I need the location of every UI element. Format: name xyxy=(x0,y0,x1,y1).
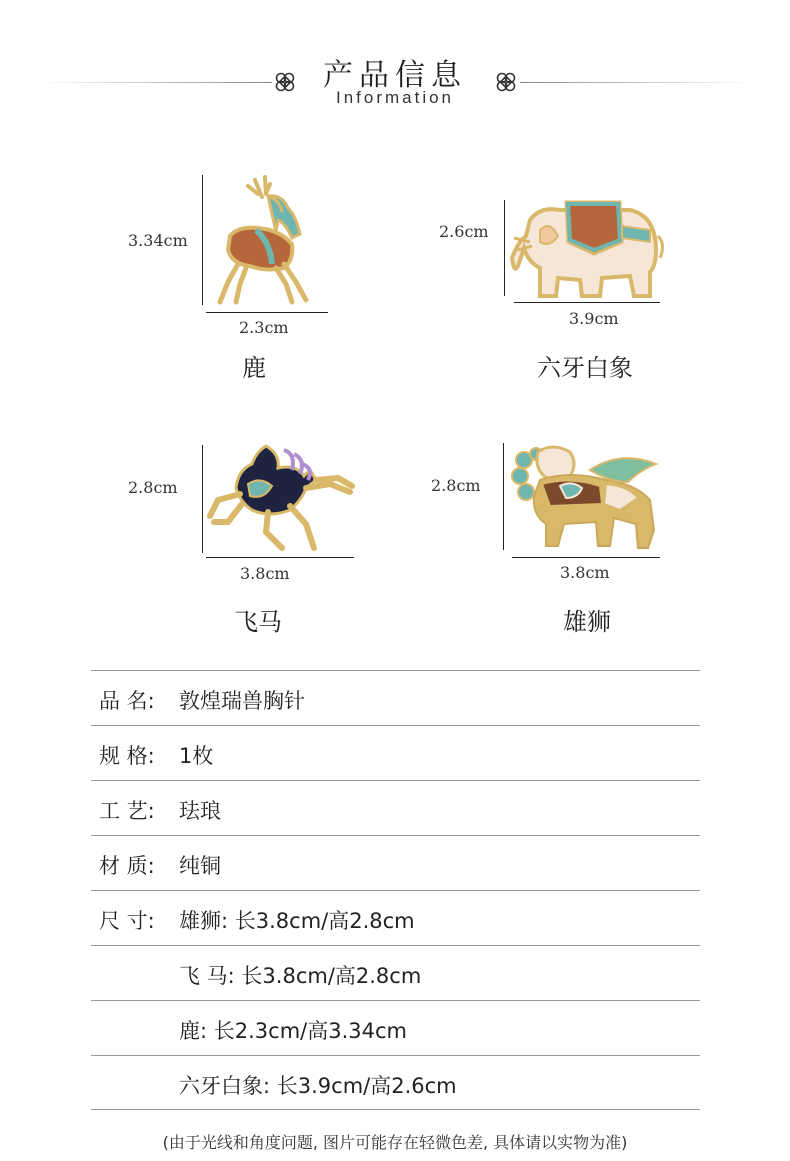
horse-name: 飞马 xyxy=(234,608,282,636)
info-label-material: 材 质: xyxy=(99,854,155,878)
info-value-name: 敦煌瑞兽胸针 xyxy=(179,689,305,713)
deer-width-line xyxy=(206,312,328,313)
elephant-width-line xyxy=(514,302,660,303)
deer-height-label: 3.34cm xyxy=(128,231,188,250)
info-label-name: 品 名: xyxy=(99,689,155,713)
info-label-craft: 工 艺: xyxy=(99,799,155,823)
info-row-size-horse xyxy=(91,945,700,1000)
info-value-size-lion: 雄狮: 长3.8cm/高2.8cm xyxy=(179,909,415,933)
elephant-width-label: 3.9cm xyxy=(569,309,619,328)
deer-width-label: 2.3cm xyxy=(239,318,289,337)
info-value-size-deer: 鹿: 长2.3cm/高3.34cm xyxy=(179,1019,407,1043)
lion-width-label: 3.8cm xyxy=(560,563,610,582)
lion-width-line xyxy=(512,557,660,558)
info-row-spec xyxy=(91,725,700,780)
page-subtitle: Information xyxy=(335,88,455,107)
product-info-table xyxy=(91,670,700,1110)
header xyxy=(0,0,790,120)
deer-height-line xyxy=(202,175,203,305)
elephant-height-label: 2.6cm xyxy=(439,222,489,241)
info-value-craft: 珐琅 xyxy=(179,799,221,823)
info-row-size-elephant xyxy=(91,1055,700,1110)
elephant-name: 六牙白象 xyxy=(537,354,633,382)
horse-width-label: 3.8cm xyxy=(240,564,290,583)
info-row-name xyxy=(91,670,700,725)
horse-height-line xyxy=(202,445,203,553)
elephant-brooch-image xyxy=(510,196,665,302)
info-label-spec: 规 格: xyxy=(99,744,155,768)
info-row-size-lion xyxy=(91,890,700,945)
lion-name: 雄狮 xyxy=(563,608,611,636)
lion-height-label: 2.8cm xyxy=(431,476,481,495)
horse-height-label: 2.8cm xyxy=(128,478,178,497)
info-value-size-horse: 飞 马: 长3.8cm/高2.8cm xyxy=(179,964,422,988)
color-disclaimer-note: (由于光线和角度问题, 图片可能存在轻微色差, 具体请以实物为准) xyxy=(162,1133,628,1152)
info-value-size-elephant: 六牙白象: 长3.9cm/高2.6cm xyxy=(179,1074,457,1098)
deer-name: 鹿 xyxy=(242,354,266,382)
knot-ornament-icon xyxy=(494,70,518,94)
info-value-spec: 1枚 xyxy=(179,744,214,768)
info-label-size: 尺 寸: xyxy=(99,909,155,933)
info-row-material xyxy=(91,835,700,890)
elephant-height-line xyxy=(504,200,505,296)
lion-height-line xyxy=(503,443,504,550)
header-line-right xyxy=(520,82,752,83)
lion-brooch-image xyxy=(510,440,662,554)
info-value-material: 纯铜 xyxy=(179,854,221,878)
page-title: 产品信息 xyxy=(323,58,467,93)
horse-brooch-image xyxy=(206,440,356,554)
deer-brooch-image xyxy=(210,172,320,307)
horse-width-line xyxy=(206,557,354,558)
info-row-size-deer xyxy=(91,1000,700,1055)
info-row-craft xyxy=(91,780,700,835)
